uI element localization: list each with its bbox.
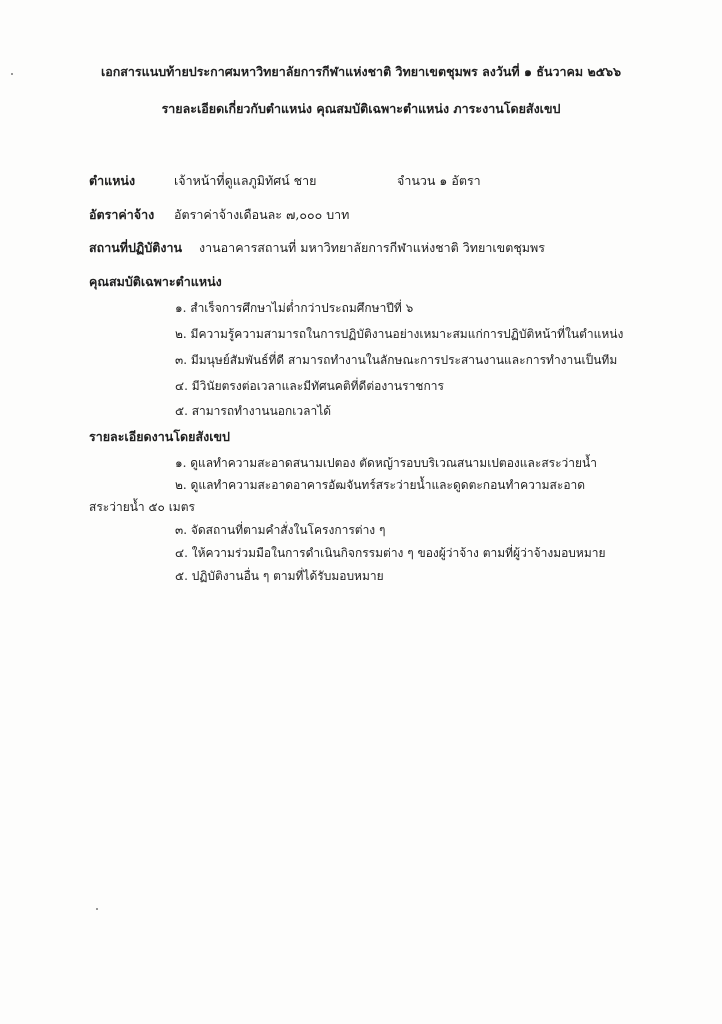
qualification-item: ๕. สามารถทำงานนอกเวลาได้ [175,404,332,418]
qualification-item: ๔. มีวินัยตรงต่อเวลาและมีทัศนคติที่ดีต่องานราชการ [175,379,444,393]
position-label: ตำแหน่ง [89,173,136,188]
qualification-item: ๒. มีความรู้ความสามารถในการปฏิบัติงานอย่างเหมาะสมแก่การปฏิบัติหน้าที่ในตำแหน่ง [175,327,624,341]
duty-item: ๒. ดูแลทำความสะอาดอาคารอัฒจันทร์สระว่ายน้ำและดูดตะกอนทำความสะอาด [175,478,586,492]
wage-label: อัตราค่าจ้าง [89,207,155,222]
scan-speck [96,908,98,910]
wage-value: อัตราค่าจ้างเดือนละ ๗,๐๐๐ บาท [174,207,350,222]
position-count: จำนวน ๑ อัตรา [397,173,481,188]
duty-item: ๓. จัดสถานที่ตามคำสั่งในโครงการต่าง ๆ [175,523,386,537]
header-line-1: เอกสารแนบท้ายประกาศมหาวิทยาลัยการกีฬาแห่งชาติ วิทยาเขตชุมพร ลงวันที่ ๑ ธันวาคม ๒๕๖๖ [100,64,622,79]
qualification-item: ๓. มีมนุษย์สัมพันธ์ที่ดี สามารถทำงานในลักษณะการประสานงานและการทำงานเป็นทีม [175,353,618,367]
qualification-item: ๑. สำเร็จการศึกษาไม่ต่ำกว่าประถมศึกษาปีที่ ๖ [175,301,414,315]
duty-item: ๔. ให้ความร่วมมือในการดำเนินกิจกรรมต่าง ๆ ของผู้ว่าจ้าง ตามที่ผู้ว่าจ้างมอบหมาย [175,546,606,560]
duties-heading: รายละเอียดงานโดยสังเขป [89,429,230,444]
duty-item: ๑. ดูแลทำความสะอาดสนามเปตอง ตัดหญ้ารอบบริเวณสนามเปตองและสระว่ายน้ำ [175,456,597,470]
workplace-value: งานอาคารสถานที่ มหาวิทยาลัยการกีฬาแห่งชาติ วิทยาเขตชุมพร [199,240,545,255]
workplace-label: สถานที่ปฏิบัติงาน [89,240,183,255]
duty-item: ๕. ปฏิบัติงานอื่น ๆ ตามที่ได้รับมอบหมาย [175,569,384,583]
qualifications-heading: คุณสมบัติเฉพาะตำแหน่ง [89,274,222,289]
header-line-2: รายละเอียดเกี่ยวกับตำแหน่ง คุณสมบัติเฉพาะตำแหน่ง ภาระงานโดยสังเขป [161,101,561,116]
position-value: เจ้าหน้าที่ดูแลภูมิทัศน์ ชาย [174,173,317,188]
duty-item-continuation: สระว่ายน้ำ ๕๐ เมตร [89,500,195,514]
scan-speck [11,73,13,75]
